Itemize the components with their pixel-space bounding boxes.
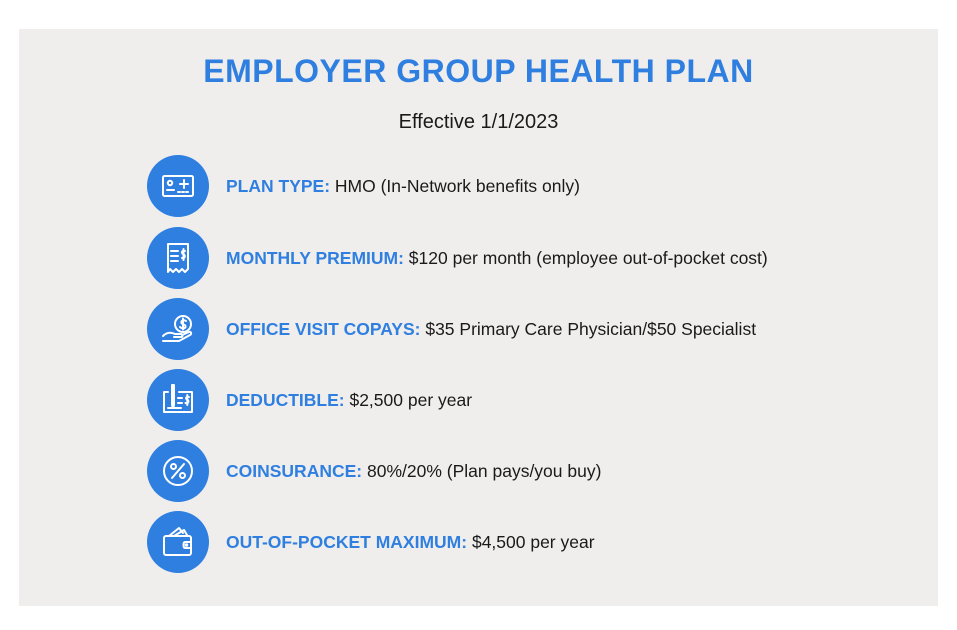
percent-icon bbox=[147, 440, 209, 502]
plan-type-text bbox=[226, 174, 580, 198]
monthly-premium-label: MONTHLY PREMIUM: bbox=[226, 248, 404, 268]
plan-type-value: HMO (In-Network benefits only) bbox=[330, 176, 580, 196]
hand-coin-icon bbox=[147, 298, 209, 360]
out-of-pocket-maximum-label: OUT-OF-POCKET MAXIMUM: bbox=[226, 532, 468, 552]
office-visit-copays-text bbox=[226, 317, 756, 341]
monthly-premium-row bbox=[147, 227, 768, 289]
page-title: EMPLOYER GROUP HEALTH PLAN bbox=[203, 53, 754, 89]
coinsurance-text bbox=[226, 459, 601, 483]
deductible-text bbox=[226, 388, 472, 412]
out-of-pocket-maximum-value: $4,500 per year bbox=[467, 532, 595, 552]
plan-type-row bbox=[147, 155, 580, 217]
wallet-icon bbox=[147, 511, 209, 573]
coinsurance-label: COINSURANCE: bbox=[226, 461, 363, 481]
monthly-premium-text bbox=[226, 246, 768, 270]
plan-type-label: PLAN TYPE: bbox=[226, 176, 331, 196]
office-visit-copays-value: $35 Primary Care Physician/$50 Specialist bbox=[420, 319, 757, 339]
insurance-card-icon bbox=[147, 155, 209, 217]
deductible-label: DEDUCTIBLE: bbox=[226, 390, 345, 410]
office-visit-copays-label: OFFICE VISIT COPAYS: bbox=[226, 319, 421, 339]
coinsurance-value: 80%/20% (Plan pays/you buy) bbox=[362, 461, 602, 481]
out-of-pocket-maximum-text bbox=[226, 530, 595, 554]
coinsurance-row bbox=[147, 440, 601, 502]
office-visit-copays-row bbox=[147, 298, 756, 360]
deductible-row bbox=[147, 369, 472, 431]
out-of-pocket-maximum-row bbox=[147, 511, 595, 573]
receipt-icon bbox=[147, 227, 209, 289]
deductible-value: $2,500 per year bbox=[344, 390, 473, 410]
check-pen-icon bbox=[147, 369, 209, 431]
monthly-premium-value: $120 per month (employee out-of-pocket cost) bbox=[403, 248, 768, 268]
effective-date: Effective 1/1/2023 bbox=[398, 111, 559, 133]
